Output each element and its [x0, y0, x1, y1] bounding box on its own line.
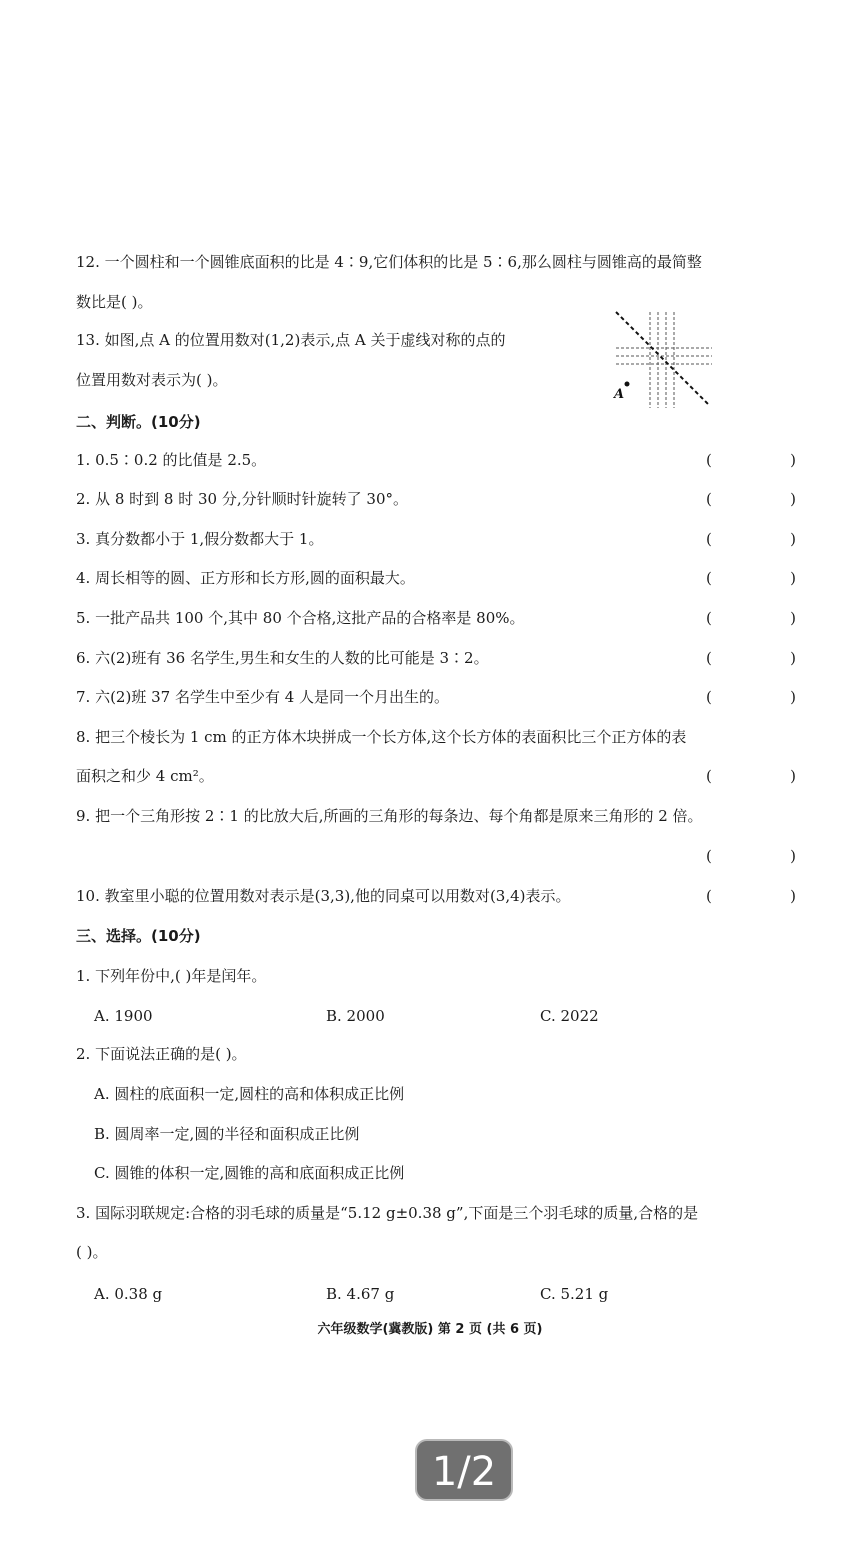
choice-q3-option-b: B. 4.67 g [326, 1285, 395, 1303]
judge-item-1: 1. 0.5∶0.2 的比值是 2.5。 [76, 451, 267, 469]
judge-item-9: 9. 把一个三角形按 2∶1 的比放大后,所画的三角形的每条边、每个角都是原来三角形的 2 倍。 [76, 807, 703, 825]
choice-q2-option-a: A. 圆柱的底面积一定,圆柱的高和体积成正比例 [94, 1085, 405, 1103]
judge-item-5: 5. 一批产品共 100 个,其中 80 个合格,这批产品的合格率是 80%。 [76, 609, 525, 627]
page-indicator[interactable]: 1/2 [415, 1439, 513, 1501]
choice-q1: 1. 下列年份中,( )年是闰年。 [76, 967, 267, 985]
symmetry-grid-figure [612, 310, 714, 410]
q13-line2: 位置用数对表示为( )。 [76, 371, 228, 389]
choice-section-title: 三、选择。(10分) [76, 927, 201, 945]
judge-item-8-line1: 8. 把三个棱长为 1 cm 的正方体木块拼成一个长方体,这个长方体的表面积比三个正方体的表 [76, 728, 687, 746]
q12-line1: 12. 一个圆柱和一个圆锥底面积的比是 4∶9,它们体积的比是 5∶6,那么圆柱与圆锥高的最简整 [76, 253, 702, 271]
point-a-dot [625, 382, 630, 387]
choice-q3-option-a: A. 0.38 g [94, 1285, 163, 1303]
choice-q3-line1: 3. 国际羽联规定:合格的羽毛球的质量是“5.12 g±0.38 g”,下面是三个羽毛球的质量,合格的是 [76, 1204, 699, 1222]
judge-item-3: 3. 真分数都小于 1,假分数都大于 1。 [76, 530, 324, 548]
choice-q2-option-b: B. 圆周率一定,圆的半径和面积成正比例 [94, 1125, 360, 1143]
judge-item-7: 7. 六(2)班 37 名学生中至少有 4 人是同一个月出生的。 [76, 688, 450, 706]
judge-item-2: 2. 从 8 时到 8 时 30 分,分针顺时针旋转了 30°。 [76, 490, 408, 508]
judge-section-title: 二、判断。(10分) [76, 413, 201, 431]
choice-q2-option-c: C. 圆锥的体积一定,圆锥的高和底面积成正比例 [94, 1164, 405, 1182]
choice-q1-option-b: B. 2000 [326, 1007, 385, 1025]
judge-item-6: 6. 六(2)班有 36 名学生,男生和女生的人数的比可能是 3∶2。 [76, 649, 489, 667]
page-footer: 六年级数学(冀教版) 第 2 页 (共 6 页) [317, 1322, 543, 1337]
q13-line1: 13. 如图,点 A 的位置用数对(1,2)表示,点 A 关于虚线对称的点的 [76, 331, 506, 349]
q12-line2: 数比是( )。 [76, 293, 153, 311]
point-a-label: A [614, 387, 625, 402]
choice-q1-option-c: C. 2022 [540, 1007, 599, 1025]
judge-item-8-line2: 面积之和少 4 cm²。 [76, 767, 214, 785]
judge-item-10: 10. 教室里小聪的位置用数对表示是(3,3),他的同桌可以用数对(3,4)表示。 [76, 887, 571, 905]
judge-item-4: 4. 周长相等的圆、正方形和长方形,圆的面积最大。 [76, 569, 415, 587]
choice-q1-option-a: A. 1900 [94, 1007, 153, 1025]
choice-q3-option-c: C. 5.21 g [540, 1285, 609, 1303]
choice-q3-line2: ( )。 [76, 1243, 108, 1261]
choice-q2: 2. 下面说法正确的是( )。 [76, 1045, 247, 1063]
